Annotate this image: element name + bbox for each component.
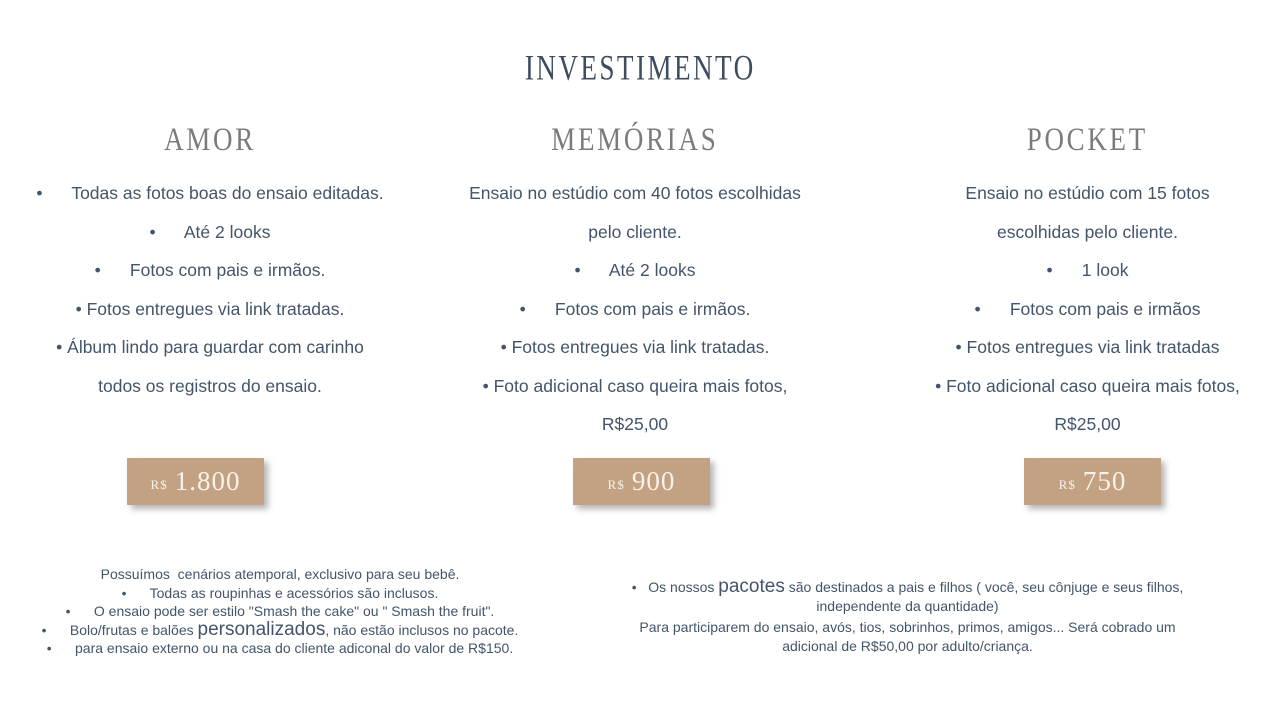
note-text: são destinados a pais e filhos ( você, seu cônjuge e seus filhos, (784, 579, 1184, 595)
price-amount: 1.800 (174, 466, 241, 496)
note-text: O ensaio pode ser estilo "Smash the cake" ou " Smash the fruit". (93, 603, 495, 619)
plan-feature-line (890, 328, 1280, 367)
plan-feature-line (890, 174, 1280, 213)
plan-feature-text: Fotos com pais e irmãos. (129, 260, 326, 280)
bullet-icon: • (500, 337, 512, 357)
bullet-icon: • (65, 603, 94, 619)
plan-feature-text: Fotos com pais e irmãos (1009, 298, 1201, 319)
bullet-icon: • (935, 375, 947, 396)
plan-feature-line (15, 328, 405, 367)
plan-name: AMOR (164, 121, 256, 158)
plan-feature-text: Álbum lindo para guardar com carinho (67, 337, 364, 357)
bullet-icon: • (41, 621, 70, 638)
plan-feature-text: R$25,00 (1054, 414, 1121, 434)
plan-feature-text: Fotos entregues via link tratadas (966, 337, 1220, 357)
note-text: Para participarem do ensaio, avós, tios, sobrinhos, primos, amigos... Será cobrado um (639, 619, 1176, 635)
page-title: INVESTIMENTO (524, 49, 756, 88)
note-text-large: pacotes (718, 576, 785, 597)
bullet-icon: • (974, 298, 1010, 319)
plan-feature-line (15, 251, 405, 290)
plan-name: POCKET (1026, 121, 1149, 158)
note-line (620, 618, 1195, 637)
footer-notes-left (40, 565, 520, 658)
bullet-icon: • (955, 337, 967, 357)
plan-feature-text: Fotos com pais e irmãos. (554, 298, 751, 319)
plan-feature-line (890, 290, 1280, 329)
bullet-icon: • (121, 584, 150, 601)
plan-feature-line (890, 251, 1280, 290)
bullet-icon: • (574, 260, 609, 280)
plan-feature-line (440, 174, 830, 213)
note-text: Possuímos cenários atemporal, exclusivo para seu bebê. (100, 566, 460, 582)
note-line (620, 637, 1195, 656)
plan-feature-text: Fotos entregues via link tratadas. (86, 298, 345, 319)
note-text: Todas as roupinhas e acessórios são inclusos. (149, 584, 439, 601)
plan-feature-line (440, 251, 830, 290)
price-button-memorias[interactable] (573, 458, 710, 505)
price-button-pocket[interactable] (1024, 458, 1161, 505)
plan-feature-line (440, 328, 830, 367)
plan-feature-text: R$25,00 (601, 414, 669, 434)
note-text-large: personalizados (197, 618, 326, 640)
plan-feature-line (440, 213, 830, 252)
price-amount: 900 (631, 466, 676, 496)
plan-name-wrap (890, 118, 1280, 174)
plan-feature-line (15, 174, 405, 213)
plan-feature-text: todos os registros do ensaio. (98, 375, 322, 396)
note-line (620, 578, 1195, 597)
note-text: Bolo/frutas e balões (69, 621, 198, 638)
note-text: para ensaio externo ou na casa do cliente adiconal do valor de R$150. (75, 640, 514, 656)
plan-card-amor (15, 118, 405, 496)
plan-feature-line (890, 213, 1280, 252)
plan-feature-text: Foto adicional caso queira mais fotos, (946, 375, 1240, 396)
footer-notes-right (620, 578, 1195, 655)
bullet-icon: • (36, 183, 72, 203)
plan-feature-line (890, 405, 1280, 444)
plan-feature-line (440, 367, 830, 406)
plan-feature-text: Fotos entregues via link tratadas. (511, 337, 770, 357)
page-title-wrap (0, 50, 1280, 88)
price-currency: R$ (150, 476, 168, 492)
note-text: independente da quantidade) (816, 597, 999, 614)
note-line (40, 618, 520, 640)
note-text: Os nossos (648, 579, 719, 595)
bullet-icon: • (1046, 260, 1082, 280)
plan-feature-text: 1 look (1081, 260, 1129, 280)
note-line (620, 597, 1195, 616)
plan-feature-line (890, 367, 1280, 406)
plan-feature-text: Ensaio no estúdio com 40 fotos escolhidas (469, 183, 801, 203)
plan-feature-line (440, 405, 830, 444)
bullet-icon: • (519, 298, 555, 319)
plan-feature-line (440, 290, 830, 329)
price-button-amor[interactable] (127, 458, 264, 505)
plan-feature-text: Ensaio no estúdio com 15 fotos (965, 183, 1210, 203)
note-line (40, 639, 520, 658)
bullet-icon: • (149, 221, 184, 242)
plan-feature-text: Até 2 looks (608, 260, 696, 280)
note-line (40, 565, 520, 584)
bullet-icon: • (631, 579, 649, 595)
plan-feature-text: Todas as fotos boas do ensaio editadas. (71, 183, 384, 203)
bullet-icon: • (46, 640, 76, 656)
plan-feature-line (15, 213, 405, 252)
price-amount: 750 (1082, 466, 1127, 496)
note-line (40, 584, 520, 603)
bullet-icon: • (75, 298, 87, 319)
plan-feature-text: pelo cliente. (588, 221, 682, 242)
plan-name: MEMÓRIAS (551, 121, 719, 158)
plan-feature-text: Até 2 looks (183, 221, 271, 242)
price-currency: R$ (1058, 476, 1076, 492)
plan-card-pocket (890, 118, 1280, 496)
plan-name-wrap (15, 118, 405, 174)
plan-feature-text: Foto adicional caso queira mais fotos, (493, 375, 788, 396)
bullet-icon: • (56, 337, 68, 357)
price-currency: R$ (607, 476, 625, 492)
plan-feature-line (15, 367, 405, 406)
bullet-icon: • (482, 375, 494, 396)
note-text: , não estão inclusos no pacote. (325, 621, 519, 638)
bullet-icon: • (94, 260, 130, 280)
note-text: adicional de R$50,00 por adulto/criança. (782, 637, 1033, 654)
plan-card-memorias (440, 118, 830, 496)
plan-feature-line (15, 290, 405, 329)
plan-feature-text: escolhidas pelo cliente. (997, 221, 1178, 242)
plan-name-wrap (440, 118, 830, 174)
